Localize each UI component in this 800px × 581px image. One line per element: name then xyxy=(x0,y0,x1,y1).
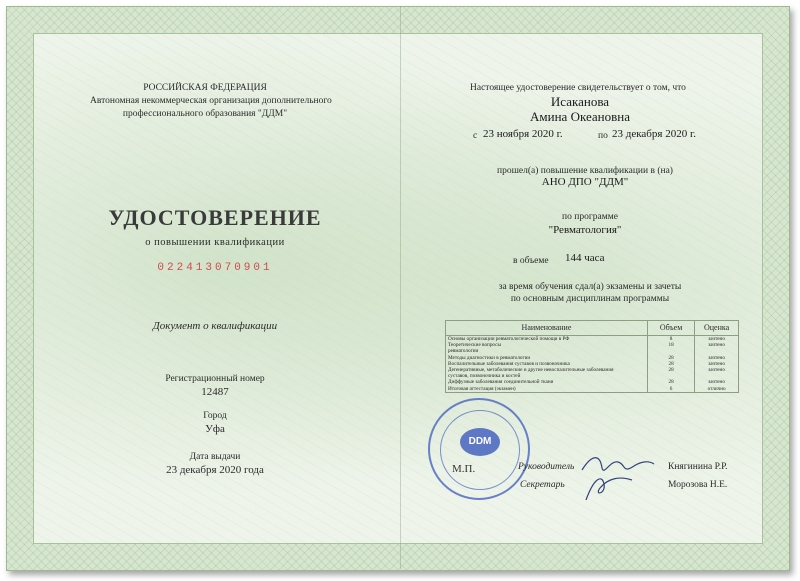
holder-surname: Исаканова xyxy=(550,94,610,109)
row-name: Диффузные заболевания соединительной ткани xyxy=(446,379,648,385)
row-volume: 18 xyxy=(647,342,694,348)
document-subtitle: о повышении квалификации xyxy=(145,237,285,248)
org-line-1: Автономная некоммерческая организация дополнительного xyxy=(90,96,332,106)
grades-table xyxy=(445,320,739,393)
serial-number: 022413070901 xyxy=(157,262,273,274)
volume-hours: 144 часа xyxy=(565,252,605,264)
table-header-row xyxy=(446,321,739,336)
row-grade: зачтено xyxy=(695,355,739,361)
seal-label: М.П. xyxy=(452,463,476,475)
header-volume: Объем xyxy=(647,321,694,336)
row-grade: зачтено xyxy=(695,367,739,373)
row-name: Основы организации ревматологической помощи в РФ xyxy=(446,336,648,343)
country-line: РОССИЙСКАЯ ФЕДЕРАЦИЯ xyxy=(143,83,267,93)
city: Уфа xyxy=(205,423,225,435)
row-grade: зачтено xyxy=(695,336,739,343)
row-name: ревматологии xyxy=(446,348,648,354)
row-grade: зачтено xyxy=(695,361,739,367)
row-volume: 8 xyxy=(647,336,694,343)
row-name: суставов, позвоночника и костей xyxy=(446,373,648,379)
row-volume: 28 xyxy=(647,379,694,385)
header-grade: Оценка xyxy=(695,321,739,336)
document-title: УДОСТОВЕРЕНИЕ xyxy=(108,205,322,230)
reg-number: 12487 xyxy=(201,386,229,398)
secretary-label: Секретарь xyxy=(520,480,565,490)
stamp-logo: DDM xyxy=(460,428,500,456)
row-grade: зачтено xyxy=(695,379,739,385)
row-name: Воспалительные заболевания суставов и позвоночника xyxy=(446,361,648,367)
row-name: Итоговая аттестация (экзамен) xyxy=(446,386,648,393)
program-label: по программе xyxy=(562,212,618,222)
secretary-signature xyxy=(580,470,640,504)
exam-line-2: по основным дисциплинам программы xyxy=(510,294,670,304)
row-grade: зачтено xyxy=(695,342,739,348)
issue-date: 23 декабря 2020 года xyxy=(166,464,264,476)
header-name: Наименование xyxy=(446,321,648,336)
row-name: Методы диагностики в ревматологии xyxy=(446,355,648,361)
date-from-label: с xyxy=(473,131,478,141)
row-volume: 28 xyxy=(647,361,694,367)
date-to-label: по xyxy=(598,131,608,141)
reg-number-label: Регистрационный номер xyxy=(165,374,265,384)
program-name: "Ревматология" xyxy=(548,224,622,236)
city-label: Город xyxy=(203,411,227,421)
intro-text: Настоящее удостоверение свидетельствует о том, что xyxy=(470,83,686,93)
org-line-2: профессионального образования "ДДМ" xyxy=(122,109,288,119)
secretary-name: Морозова Н.Е. xyxy=(668,480,728,490)
table-row xyxy=(446,336,739,343)
holder-name: Амина Океановна xyxy=(530,109,630,124)
row-volume: 6 xyxy=(647,386,694,393)
row-name: Дегенеративные, метаболические и другие невоспалительные заболевания xyxy=(446,367,648,373)
volume-label: в объеме xyxy=(513,256,549,266)
row-volume: 28 xyxy=(647,355,694,361)
org-short: АНО ДПО "ДДМ" xyxy=(541,176,629,188)
date-from: 23 ноября 2020 г. xyxy=(483,128,563,140)
date-to: 23 декабря 2020 г. xyxy=(612,128,696,140)
table-row xyxy=(446,386,739,393)
exam-line-1: за время обучения сдал(а) экзамены и зачеты xyxy=(498,282,682,292)
row-grade: отлично xyxy=(695,386,739,393)
issue-date-label: Дата выдачи xyxy=(189,452,241,462)
passed-label: прошел(а) повышение квалификации в (на) xyxy=(497,166,673,176)
document-type: Документ о квалификации xyxy=(152,320,278,332)
organization-stamp xyxy=(428,398,530,500)
head-name: Княгинина Р.Р. xyxy=(668,462,728,472)
row-volume: 28 xyxy=(647,367,694,373)
head-label: Руководитель xyxy=(518,462,575,472)
page-fold xyxy=(400,6,401,569)
row-name: Теоретические вопросы xyxy=(446,342,648,348)
